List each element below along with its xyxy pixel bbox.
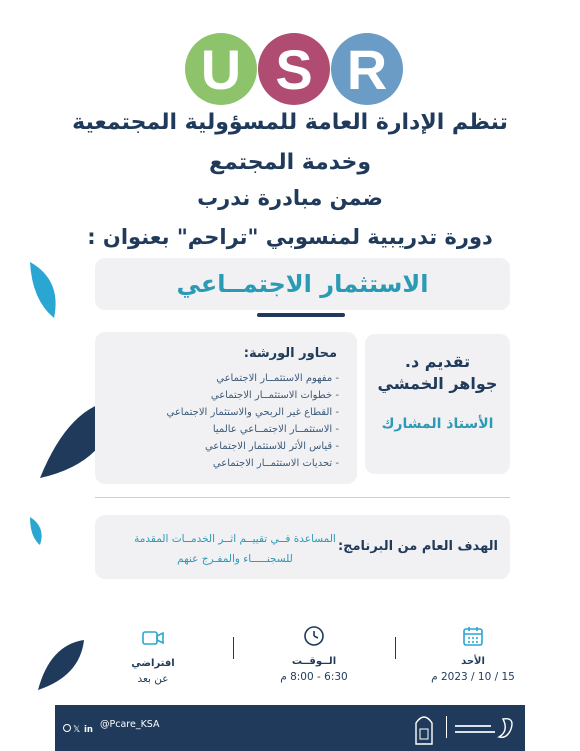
instagram-icon <box>64 725 71 732</box>
mode-label: افتراضي <box>131 658 175 669</box>
presenter-role: الأستاذ المشارك <box>381 416 494 432</box>
axes-title: محاور الورشة: <box>243 346 337 361</box>
footer-separator <box>446 716 447 738</box>
axes-item: - خطوات الاستثمــار الاجتماعي <box>167 387 340 404</box>
presenter-card <box>365 334 510 474</box>
headline-line-2: وخدمة المجتمع <box>208 150 372 175</box>
axes-item: - قياس الأثر للاستثمار الاجتماعي <box>167 438 340 455</box>
axes-list <box>167 370 340 472</box>
time-value: 6:30 - 8:00 م <box>280 671 348 683</box>
date-value: 15 / 10 / 2023 م <box>431 671 515 683</box>
course-title: الاستثمار الاجتمــاعي <box>176 270 429 298</box>
goal-text: المساعدة فــي تقييــم اثــر الخدمــات المقدمة للسجنـــــاء والمفـرج عنهم <box>134 533 336 565</box>
headline-line-4: دورة تدريبية لمنسوبي "تراحم" بعنوان : <box>87 225 493 249</box>
logo-letter-s: S <box>258 33 330 105</box>
axes-item: - مفهوم الاستثمــار الاجتماعي <box>167 370 340 387</box>
date-info <box>413 624 533 683</box>
course-title-card <box>95 258 510 310</box>
social-handle: @Pcare_KSA <box>100 719 160 730</box>
time-info <box>254 624 374 683</box>
section-divider <box>95 497 510 498</box>
program-goal-card <box>95 515 510 579</box>
linkedin-icon: in <box>84 725 93 733</box>
video-camera-icon <box>141 626 165 650</box>
headline-line-1: تنظم الإدارة العامة للمسؤولية المجتمعية <box>72 110 508 135</box>
time-label: الــوقــت <box>291 656 337 667</box>
date-label: الأحد <box>461 656 485 667</box>
calendar-icon <box>461 624 485 648</box>
x-icon: 𝕏 <box>73 725 81 733</box>
logo-letter-r: R <box>331 33 403 105</box>
mode-value: عن بعد <box>137 673 169 685</box>
tarahum-logo-icon <box>453 713 523 743</box>
leaf-shape <box>38 640 84 690</box>
presenter-name: جواهر الخمشي <box>377 374 498 393</box>
presenter-prefix: تقديم د. <box>404 352 471 371</box>
clock-icon <box>302 624 326 648</box>
mode-info <box>93 626 213 685</box>
usr-logo <box>185 33 403 105</box>
university-logo-icon <box>413 711 435 745</box>
axes-item: - الاستثمــار الاجتمــاعي عالميا <box>167 421 340 438</box>
title-underline <box>257 313 345 317</box>
workshop-axes-card <box>95 332 357 484</box>
leaf-shape <box>30 517 42 545</box>
axes-item: - القطاع غير الربحي والاستثمار الاجتماعي <box>167 404 340 421</box>
leaf-shape <box>30 262 56 318</box>
headline-line-3: ضمن مبادرة ندرب <box>197 186 383 210</box>
logo-letter-u: U <box>185 33 257 105</box>
info-separator <box>395 637 396 659</box>
info-separator <box>233 637 234 659</box>
goal-label: الهدف العام من البرنامج: <box>337 539 498 554</box>
social-icons <box>63 723 97 733</box>
axes-item: - تحديات الاستثمــار الاجتماعي <box>167 455 340 472</box>
